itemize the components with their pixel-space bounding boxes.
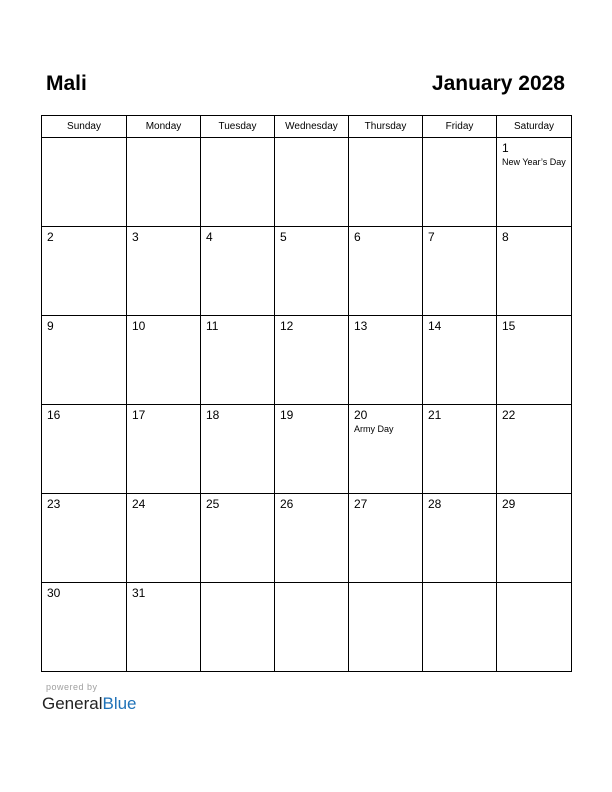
day-number: 28 [428, 497, 442, 511]
weekday-header-wednesday: Wednesday [275, 116, 349, 138]
day-cell [201, 494, 275, 583]
day-cell [201, 316, 275, 405]
day-cell [423, 494, 497, 583]
weekday-header-sunday: Sunday [42, 116, 127, 138]
day-number: 29 [502, 497, 516, 511]
day-number: 10 [132, 319, 146, 333]
day-cell [423, 405, 497, 494]
day-cell [127, 316, 201, 405]
weekday-header-thursday: Thursday [349, 116, 423, 138]
day-cell [42, 316, 127, 405]
day-number: 22 [502, 408, 516, 422]
brand-blue-text: Blue [102, 694, 137, 713]
day-number: 12 [280, 319, 294, 333]
day-cell [42, 227, 127, 316]
weekday-header-saturday: Saturday [497, 116, 572, 138]
empty-day-cell [349, 583, 423, 672]
day-number: 18 [206, 408, 220, 422]
day-number: 16 [47, 408, 61, 422]
day-cell [42, 405, 127, 494]
weekday-header-tuesday: Tuesday [201, 116, 275, 138]
day-number: 7 [428, 230, 435, 244]
holiday-label: New Year’s Day [502, 157, 566, 167]
empty-day-cell [497, 583, 572, 672]
day-number: 23 [47, 497, 61, 511]
week-row [42, 405, 572, 494]
month-year-title: January 2028 [431, 72, 565, 95]
day-cell [349, 316, 423, 405]
day-number: 5 [280, 230, 287, 244]
empty-day-cell [201, 583, 275, 672]
day-number: 31 [132, 586, 146, 600]
day-cell [42, 494, 127, 583]
brand-general-text: General [42, 694, 103, 713]
day-number: 1 [502, 141, 509, 155]
day-cell [423, 316, 497, 405]
empty-day-cell [275, 583, 349, 672]
holiday-label: Army Day [354, 424, 394, 434]
day-cell [201, 405, 275, 494]
empty-day-cell [201, 138, 275, 227]
day-cell [275, 494, 349, 583]
day-number: 2 [47, 230, 54, 244]
day-cell [497, 227, 572, 316]
day-number: 11 [206, 319, 219, 333]
generalblue-logo[interactable] [42, 694, 137, 714]
week-row [42, 494, 572, 583]
empty-day-cell [42, 138, 127, 227]
day-number: 8 [502, 230, 509, 244]
week-row [42, 227, 572, 316]
day-cell [349, 405, 423, 494]
day-number: 30 [47, 586, 61, 600]
week-row [42, 138, 572, 227]
empty-day-cell [275, 138, 349, 227]
day-cell [497, 405, 572, 494]
day-number: 25 [206, 497, 220, 511]
day-cell [349, 494, 423, 583]
day-cell [275, 227, 349, 316]
empty-day-cell [423, 583, 497, 672]
empty-day-cell [127, 138, 201, 227]
day-cell [127, 494, 201, 583]
day-number: 9 [47, 319, 54, 333]
powered-by-label: powered by [46, 682, 98, 692]
day-number: 13 [354, 319, 368, 333]
day-number: 21 [428, 408, 442, 422]
day-cell [497, 316, 572, 405]
day-cell [275, 316, 349, 405]
day-cell [42, 583, 127, 672]
day-cell [275, 405, 349, 494]
day-number: 20 [354, 408, 368, 422]
day-cell [127, 583, 201, 672]
empty-day-cell [349, 138, 423, 227]
day-number: 4 [206, 230, 213, 244]
week-row [42, 316, 572, 405]
day-number: 17 [132, 408, 146, 422]
day-cell [349, 227, 423, 316]
country-title: Mali [46, 72, 87, 95]
week-row [42, 583, 572, 672]
empty-day-cell [423, 138, 497, 227]
day-cell [201, 227, 275, 316]
day-cell [497, 138, 572, 227]
day-cell [127, 227, 201, 316]
day-number: 6 [354, 230, 361, 244]
calendar-grid [41, 115, 572, 672]
day-number: 15 [502, 319, 516, 333]
day-cell [127, 405, 201, 494]
day-number: 14 [428, 319, 442, 333]
day-number: 19 [280, 408, 294, 422]
day-number: 24 [132, 497, 146, 511]
day-cell [423, 227, 497, 316]
day-number: 3 [132, 230, 139, 244]
weekday-header-row [42, 116, 572, 138]
day-cell [497, 494, 572, 583]
weekday-header-monday: Monday [127, 116, 201, 138]
weekday-header-friday: Friday [423, 116, 497, 138]
day-number: 27 [354, 497, 368, 511]
day-number: 26 [280, 497, 294, 511]
